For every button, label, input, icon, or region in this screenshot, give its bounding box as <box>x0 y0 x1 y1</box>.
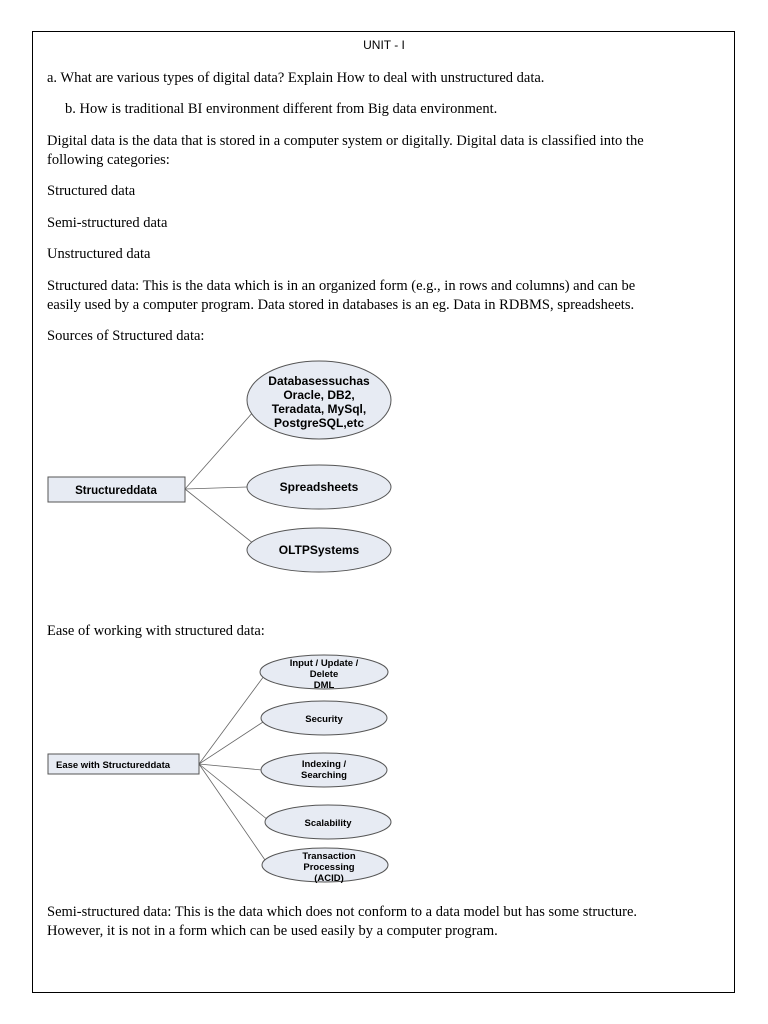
sources-diagram <box>0 360 768 580</box>
node-databases-line-2: Oracle, DB2, <box>283 388 355 402</box>
category-structured: Structured data <box>47 183 136 199</box>
node-transaction-processing-line-2: Processing <box>303 862 355 873</box>
connector-line <box>199 676 264 764</box>
connector-line <box>199 764 268 820</box>
node-indexing-searching-line-2: Searching <box>301 770 347 781</box>
category-semi-structured: Semi-structured data <box>47 215 168 231</box>
structured-definition-line-1: Structured data: This is the data which is in an organized form (e.g., in rows and columns) and can be <box>47 278 636 294</box>
intro-line-2: following categories: <box>47 152 170 168</box>
node-input-update-delete-line-3: DML <box>313 680 335 691</box>
node-transaction-processing-line-3: (ACID) <box>314 873 344 884</box>
node-indexing-searching-line-1: Indexing / <box>301 759 347 770</box>
connector-line <box>185 402 262 489</box>
sources-heading: Sources of Structured data: <box>47 328 205 344</box>
question-b: b. How is traditional BI environment different from Big data environment. <box>65 101 498 117</box>
structured-definition-line-2: easily used by a computer program. Data stored in databases is an eg. Data in RDBMS, spreadsheets. <box>47 297 635 313</box>
node-oltp-systems-label: OLTPSystems <box>278 543 360 557</box>
unit-heading: UNIT - I <box>363 38 405 52</box>
root-node-label: Ease with Structureddata <box>55 760 171 771</box>
question-a: a. What are various types of digital data? Explain How to deal with unstructured data. <box>47 70 545 86</box>
node-scalability-label: Scalability <box>304 818 352 829</box>
connector-line <box>199 764 265 860</box>
node-transaction-processing-line-1: Transaction <box>302 851 356 862</box>
node-security-label: Security <box>305 714 343 725</box>
node-databases-line-3: Teradata, MySql, <box>271 402 367 416</box>
node-input-update-delete-line-2: Delete <box>309 669 339 680</box>
intro-line-1: Digital data is the data that is stored in a computer system or digitally. Digital data is classified into the <box>47 133 644 149</box>
node-databases-line-1: Databasessuchas <box>268 374 370 388</box>
ease-diagram <box>0 650 768 890</box>
category-unstructured: Unstructured data <box>47 246 151 262</box>
semi-structured-definition-line-1: Semi-structured data: This is the data which does not conform to a data model but has some structure. <box>47 904 638 920</box>
node-spreadsheets-label: Spreadsheets <box>279 480 359 494</box>
connector-line <box>185 489 259 548</box>
node-input-update-delete-line-1: Input / Update / <box>289 658 359 669</box>
node-databases-line-4: PostgreSQL,etc <box>273 416 365 430</box>
connector-line <box>199 764 262 770</box>
ease-heading: Ease of working with structured data: <box>47 623 265 639</box>
semi-structured-definition-line-2: However, it is not in a form which can be used easily by a computer program. <box>47 923 498 939</box>
connector-line <box>185 487 247 489</box>
connector-line <box>199 722 263 764</box>
root-node-label: Structureddata <box>75 485 157 497</box>
